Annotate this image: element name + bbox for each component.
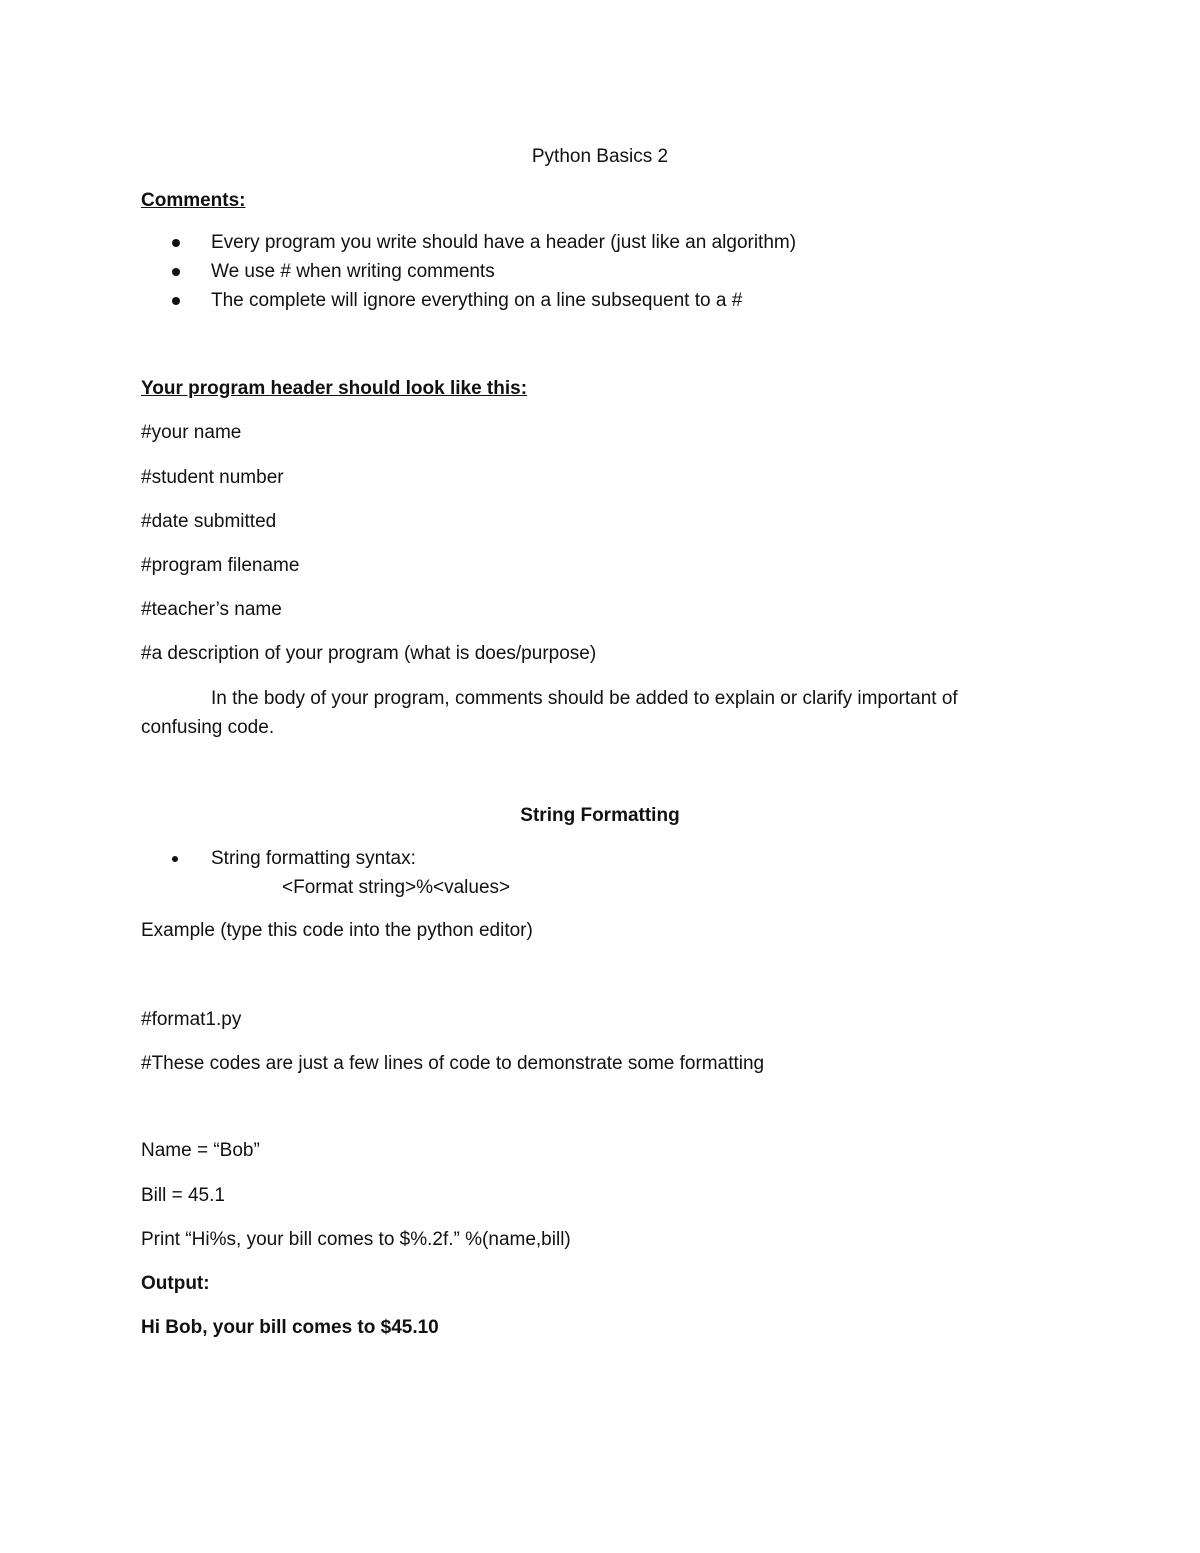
bullet-icon bbox=[172, 856, 178, 862]
bullet-icon bbox=[172, 268, 180, 276]
bullet-icon bbox=[172, 239, 180, 247]
string-formatting-bullet bbox=[172, 847, 416, 871]
header-line-date: #date submitted bbox=[141, 511, 277, 532]
string-formatting-heading: String Formatting bbox=[520, 805, 680, 826]
header-section-heading: Your program header should look like this: bbox=[141, 378, 528, 399]
comments-bullet-2 bbox=[172, 260, 495, 284]
comments-bullet-3 bbox=[172, 289, 742, 313]
bullet-text: String formatting syntax: bbox=[211, 848, 416, 869]
header-line-teacher: #teacher’s name bbox=[141, 599, 282, 620]
output-value: Hi Bob, your bill comes to $45.10 bbox=[141, 1317, 439, 1338]
header-line-student-number: #student number bbox=[141, 467, 284, 488]
comments-bullet-1 bbox=[172, 231, 796, 255]
output-label: Output: bbox=[141, 1273, 210, 1294]
header-line-description: #a description of your program (what is does/purpose) bbox=[141, 643, 597, 664]
code-comment-description: #These codes are just a few lines of code to demonstrate some formatting bbox=[141, 1053, 765, 1074]
code-comment-filename: #format1.py bbox=[141, 1009, 242, 1030]
header-line-name: #your name bbox=[141, 422, 242, 443]
page-title: Python Basics 2 bbox=[531, 146, 669, 167]
bullet-text: The complete will ignore everything on a line subsequent to a # bbox=[211, 290, 743, 311]
code-line-name: Name = “Bob” bbox=[141, 1140, 260, 1161]
header-line-filename: #program filename bbox=[141, 555, 300, 576]
code-line-print: Print “Hi%s, your bill comes to $%.2f.” %(name,bill) bbox=[141, 1229, 571, 1250]
bullet-icon bbox=[172, 297, 180, 305]
bullet-text: Every program you write should have a header (just like an algorithm) bbox=[211, 232, 797, 253]
code-line-bill: Bill = 45.1 bbox=[141, 1185, 225, 1206]
example-intro: Example (type this code into the python editor) bbox=[141, 920, 533, 941]
format-syntax: <Format string>%<values> bbox=[282, 877, 511, 898]
body-comments-paragraph: In the body of your program, comments should be added to explain or clarify important of confusing code. bbox=[141, 688, 958, 738]
bullet-text: We use # when writing comments bbox=[211, 261, 495, 282]
comments-heading: Comments: bbox=[141, 190, 246, 211]
